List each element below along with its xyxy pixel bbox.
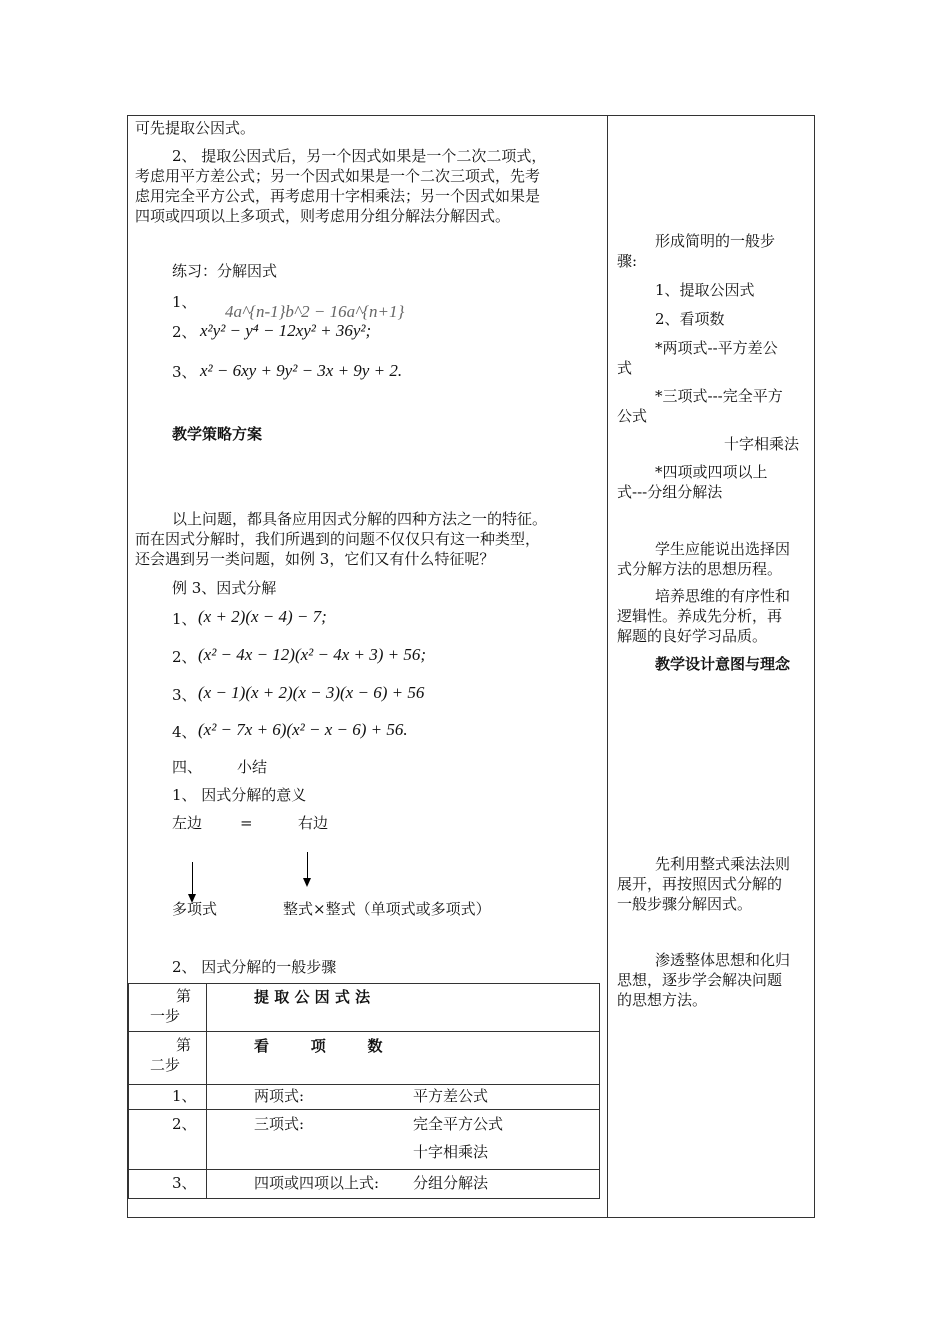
para2-line-3: 虑用完全平方公式，再考虑用十字相乘法；另一个因式如果是	[135, 187, 541, 205]
practice-1-expr: 4a^{n-1}b^2 − 16a^{n+1}	[225, 302, 405, 321]
row2-content: 看 项 数	[254, 1037, 383, 1055]
para2-line-4: 四项或四项以上多项式，则考虑用分组分解法分解因式。	[135, 207, 511, 225]
two-terms-line-1: *两项式--平方差公	[655, 339, 778, 357]
para2-line-2: 考虑用平方差公式；另一个因式如果是一个二次三项式，先考	[135, 167, 541, 185]
practice-2-num: 2、	[172, 323, 197, 341]
para3-line-1: 以上问题，都具备应用因式分解的四种方法之一的特征。	[172, 510, 548, 528]
thinking-line-2: 式分解方法的思想历程。	[617, 560, 783, 578]
steps-table	[128, 983, 600, 1199]
row4-method2: 十字相乘法	[413, 1143, 489, 1161]
four-terms-line-2: 式---分组分解法	[617, 483, 723, 501]
row4-type: 三项式:	[254, 1115, 305, 1133]
table-rule	[128, 1031, 600, 1032]
step1-note: 1、提取公因式	[655, 281, 755, 299]
cultivate-line-1: 培养思维的有序性和	[655, 587, 791, 605]
row1-step-a: 第	[176, 987, 192, 1005]
row5-type: 四项或四项以上式:	[254, 1174, 380, 1192]
table-rule	[128, 1198, 600, 1199]
thinking-line-1: 学生应能说出选择因	[655, 540, 791, 558]
practice-2-expr: x²y² − y⁴ − 12xy² + 36y²;	[200, 321, 372, 340]
cultivate-line-2: 逻辑性。养成先分析，再	[617, 607, 783, 625]
row1-content: 提 取 公 因 式 法	[254, 988, 371, 1006]
table-rule	[128, 983, 129, 1199]
infiltrate-line-1: 渗透整体思想和化归	[655, 951, 791, 969]
row4-method: 完全平方公式	[413, 1115, 504, 1133]
para3-line-2: 而在因式分解时，我们所遇到的问题不仅仅只有这一种类型，	[135, 530, 541, 548]
practice-title: 练习：分解因式	[172, 262, 278, 280]
table-rule	[206, 983, 207, 1199]
row3-method: 平方差公式	[413, 1087, 489, 1105]
general-steps-line-2: 骤:	[617, 252, 638, 270]
practice-3-expr: x² − 6xy + 9y² − 3x + 9y + 2.	[200, 361, 403, 380]
example-title: 例 3、因式分解	[172, 579, 277, 597]
example-1-num: 1、	[172, 610, 197, 628]
general-steps-line-1: 形成简明的一般步	[655, 232, 776, 250]
intro-tail: 可先提取公因式。	[135, 119, 256, 137]
row4-num: 2、	[172, 1115, 197, 1133]
para2-line-1: 2、 提取公因式后，另一个因式如果是一个二次二项式，	[172, 147, 547, 165]
steps-title: 2、 因式分解的一般步骤	[172, 958, 337, 976]
table-rule	[128, 1109, 600, 1110]
table-rule	[128, 1084, 600, 1085]
para3-line-3: 还会遇到另一类问题，如例 3，它们又有什么特征呢？	[135, 550, 495, 568]
equals-sign: =	[240, 814, 253, 832]
four-terms-line-1: *四项或四项以上	[655, 463, 768, 481]
practice-1-num: 1、	[172, 293, 197, 311]
example-4-expr: (x² − 7x + 6)(x² − x − 6) + 56.	[198, 720, 408, 739]
row3-type: 两项式:	[254, 1087, 305, 1105]
table-rule	[599, 983, 600, 1199]
row5-method: 分组分解法	[413, 1174, 489, 1192]
product-label: 整式×整式（单项式或多项式）	[283, 900, 491, 918]
example-2-expr: (x² − 4x − 12)(x² − 4x + 3) + 56;	[198, 645, 427, 664]
row5-num: 3、	[172, 1174, 197, 1192]
infiltrate-line-2: 思想，逐步学会解决问题	[617, 971, 783, 989]
strategy-title: 教学策略方案	[172, 425, 263, 443]
cross-method-note: 十字相乘法	[724, 435, 800, 453]
cultivate-line-3: 解题的良好学习品质。	[617, 627, 768, 645]
step2-note: 2、看项数	[655, 310, 725, 328]
column-divider	[607, 115, 608, 1218]
expand-line-2: 展开，再按照因式分解的	[617, 875, 783, 893]
expand-line-3: 一般步骤分解因式。	[617, 895, 753, 913]
infiltrate-line-3: 的思想方法。	[617, 991, 708, 1009]
polynomial-label: 多项式	[172, 900, 218, 918]
design-intent-title: 教学设计意图与理念	[655, 655, 791, 673]
table-rule	[128, 983, 600, 984]
summary-num: 四、	[172, 758, 203, 776]
three-terms-line-1: *三项式---完全平方	[655, 387, 783, 405]
expand-line-1: 先利用整式乘法法则	[655, 855, 791, 873]
two-terms-line-2: 式	[617, 359, 633, 377]
example-3-expr: (x − 1)(x + 2)(x − 3)(x − 6) + 56	[198, 683, 425, 702]
example-4-num: 4、	[172, 723, 197, 741]
example-2-num: 2、	[172, 648, 197, 666]
row2-step-a: 第	[176, 1036, 192, 1054]
left-side-label: 左边	[172, 814, 203, 832]
example-3-num: 3、	[172, 686, 197, 704]
summary-label: 小结	[237, 758, 268, 776]
row1-step-b: 一步	[150, 1007, 181, 1025]
row3-num: 1、	[172, 1087, 197, 1105]
example-1-expr: (x + 2)(x − 4) − 7;	[198, 607, 327, 626]
arrow-down-right-icon	[307, 852, 308, 879]
row2-step-b: 二步	[150, 1056, 181, 1074]
practice-3-num: 3、	[172, 363, 197, 381]
three-terms-line-2: 公式	[617, 407, 648, 425]
right-side-label: 右边	[298, 814, 329, 832]
arrow-down-left-icon	[192, 862, 193, 895]
table-rule	[128, 1169, 600, 1170]
meaning-title: 1、 因式分解的意义	[172, 786, 307, 804]
